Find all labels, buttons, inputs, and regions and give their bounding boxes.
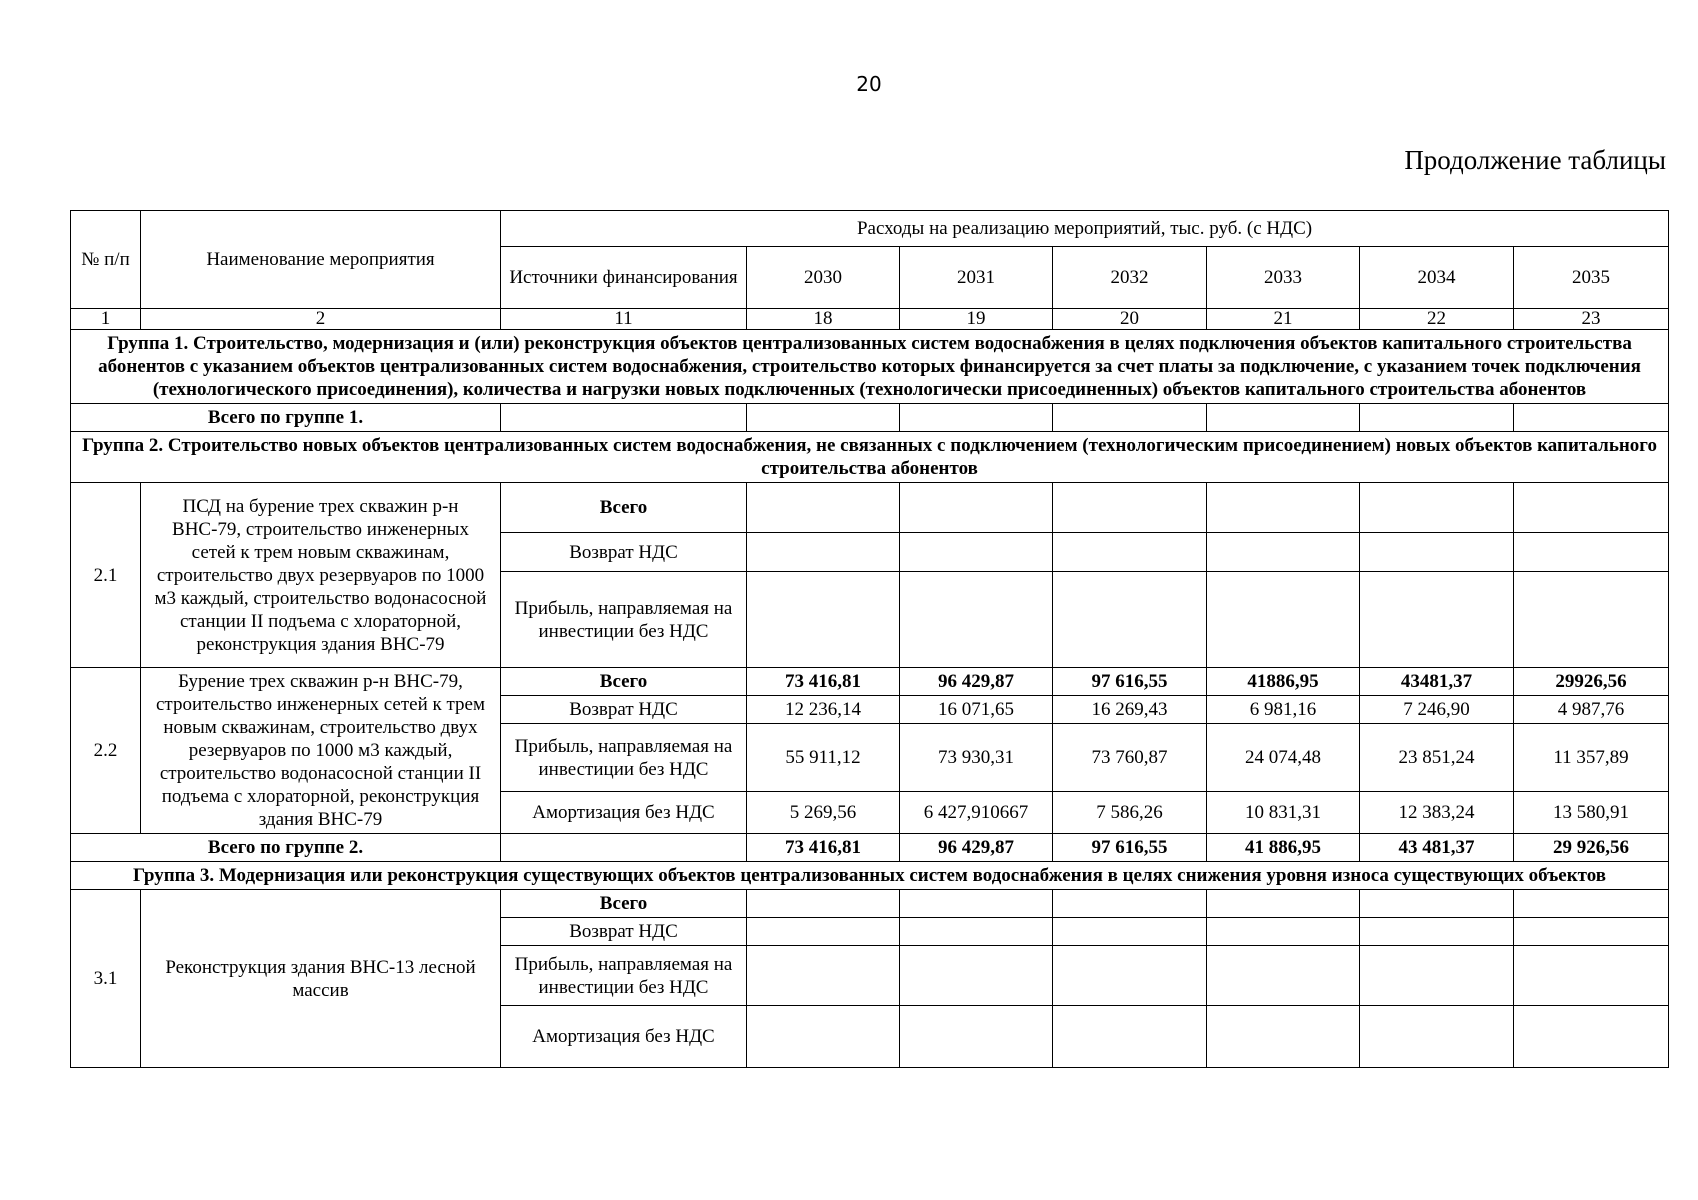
table-cell: 24 074,48 — [1207, 724, 1360, 792]
group2-title-row — [71, 432, 1669, 483]
table-cell: 23 851,24 — [1360, 724, 1514, 792]
column-numbers-row — [71, 309, 1669, 330]
table-cell: 6 981,16 — [1207, 696, 1360, 724]
item-2-1-src-profit: Прибыль, направляемая на инвестиции без НДС — [501, 572, 747, 668]
table-cell: 41886,95 — [1207, 668, 1360, 696]
item-2-2-name: Бурение трех скважин р-н ВНС-79, строительство инженерных сетей к трем новым скважинам, строительство двух резервуаров по 1000 м3 каждый, строительство водонасосной станции II подъема с хлораторной, реконструкция здания ВНС-79 — [141, 668, 501, 834]
column-number: 23 — [1514, 309, 1669, 330]
item-2-2-src-total: Всего — [501, 668, 747, 696]
item-2-2-src-vat: Возврат НДС — [501, 696, 747, 724]
header-year: 2033 — [1207, 247, 1360, 309]
column-number: 1 — [71, 309, 141, 330]
column-number: 11 — [501, 309, 747, 330]
item-3-1-src-profit: Прибыль, направляемая на инвестиции без НДС — [501, 946, 747, 1006]
item-2-2-num: 2.2 — [71, 668, 141, 834]
table-cell: 29926,56 — [1514, 668, 1669, 696]
table-cell: 29 926,56 — [1514, 834, 1669, 862]
header-year: 2031 — [900, 247, 1053, 309]
header-year: 2030 — [747, 247, 900, 309]
item-2-2-row-total — [71, 668, 1669, 696]
column-number: 2 — [141, 309, 501, 330]
column-number: 19 — [900, 309, 1053, 330]
table-cell: 73 760,87 — [1053, 724, 1207, 792]
item-3-1-row-total — [71, 890, 1669, 918]
table-cell: 6 427,910667 — [900, 792, 1053, 834]
header-row-1 — [71, 211, 1669, 247]
table-cell: 12 236,14 — [747, 696, 900, 724]
table-cell: 73 416,81 — [747, 668, 900, 696]
item-2-2-src-profit: Прибыль, направляемая на инвестиции без НДС — [501, 724, 747, 792]
table-cell: 11 357,89 — [1514, 724, 1669, 792]
item-2-1-src-vat: Возврат НДС — [501, 533, 747, 572]
table-cell: 5 269,56 — [747, 792, 900, 834]
investment-table — [70, 210, 1669, 1068]
table-cell: 97 616,55 — [1053, 668, 1207, 696]
group2-total-row — [71, 834, 1669, 862]
continuation-label: Продолжение таблицы — [1404, 145, 1666, 175]
item-3-1-name: Реконструкция здания ВНС-13 лесной массив — [141, 890, 501, 1068]
item-3-1-src-amort: Амортизация без НДС — [501, 1006, 747, 1068]
table-cell: 43 481,37 — [1360, 834, 1514, 862]
table-cell: 41 886,95 — [1207, 834, 1360, 862]
header-expenses: Расходы на реализацию мероприятий, тыс. руб. (с НДС) — [501, 211, 1669, 247]
item-2-1-row-total — [71, 483, 1669, 533]
header-year: 2032 — [1053, 247, 1207, 309]
group1-total-label: Всего по группе 1. — [71, 404, 501, 432]
group1-title: Группа 1. Строительство, модернизация и (или) реконструкция объектов централизованных систем водоснабжения в целях подключения объектов капитального строительства абонентов с указанием объектов централизованных систем водоснабжения, строительство которых финансируется за счет платы за подключение, с указанием точек подключения (технологического присоединения), количества и нагрузки новых подключенных (технологически присоединенных) объектов капитального строительства абонентов — [71, 330, 1669, 404]
group1-title-row — [71, 330, 1669, 404]
table-cell: 96 429,87 — [900, 834, 1053, 862]
item-2-1-num: 2.1 — [71, 483, 141, 668]
header-year: 2034 — [1360, 247, 1514, 309]
table-cell: 12 383,24 — [1360, 792, 1514, 834]
group3-title-row — [71, 862, 1669, 890]
header-name: Наименование мероприятия — [141, 211, 501, 309]
table-cell: 43481,37 — [1360, 668, 1514, 696]
item-2-1-src-total: Всего — [501, 483, 747, 533]
table-cell: 13 580,91 — [1514, 792, 1669, 834]
header-year: 2035 — [1514, 247, 1669, 309]
table-cell: 4 987,76 — [1514, 696, 1669, 724]
table-cell: 7 246,90 — [1360, 696, 1514, 724]
item-3-1-src-vat: Возврат НДС — [501, 918, 747, 946]
table-cell: 96 429,87 — [900, 668, 1053, 696]
column-number: 21 — [1207, 309, 1360, 330]
header-num: № п/п — [71, 211, 141, 309]
item-2-1-name: ПСД на бурение трех скважин р-н ВНС-79, строительство инженерных сетей к трем новым скважинам, строительство двух резервуаров по 1000 м3 каждый, строительство водонасосной станции II подъема с хлораторной, реконструкция здания ВНС-79 — [141, 483, 501, 668]
group3-title: Группа 3. Модернизация или реконструкция существующих объектов централизованных систем водоснабжения в целях снижения уровня износа существующих объектов — [71, 862, 1669, 890]
table-cell: 73 416,81 — [747, 834, 900, 862]
group1-total-row — [71, 404, 1669, 432]
table-cell: 16 269,43 — [1053, 696, 1207, 724]
column-number: 20 — [1053, 309, 1207, 330]
table-cell: 16 071,65 — [900, 696, 1053, 724]
table-cell: 7 586,26 — [1053, 792, 1207, 834]
item-2-2-src-amort: Амортизация без НДС — [501, 792, 747, 834]
column-number: 22 — [1360, 309, 1514, 330]
table-cell: 10 831,31 — [1207, 792, 1360, 834]
column-number: 18 — [747, 309, 900, 330]
header-source: Источники финансирования — [501, 247, 747, 309]
item-3-1-num: 3.1 — [71, 890, 141, 1068]
item-3-1-src-total: Всего — [501, 890, 747, 918]
page-number: 20 — [856, 72, 882, 96]
group2-total-label: Всего по группе 2. — [71, 834, 501, 862]
group2-title: Группа 2. Строительство новых объектов централизованных систем водоснабжения, не связанных с подключением (технологическим присоединением) новых объектов капитального строительства абонентов — [71, 432, 1669, 483]
table-cell: 73 930,31 — [900, 724, 1053, 792]
table-cell: 97 616,55 — [1053, 834, 1207, 862]
table-cell: 55 911,12 — [747, 724, 900, 792]
